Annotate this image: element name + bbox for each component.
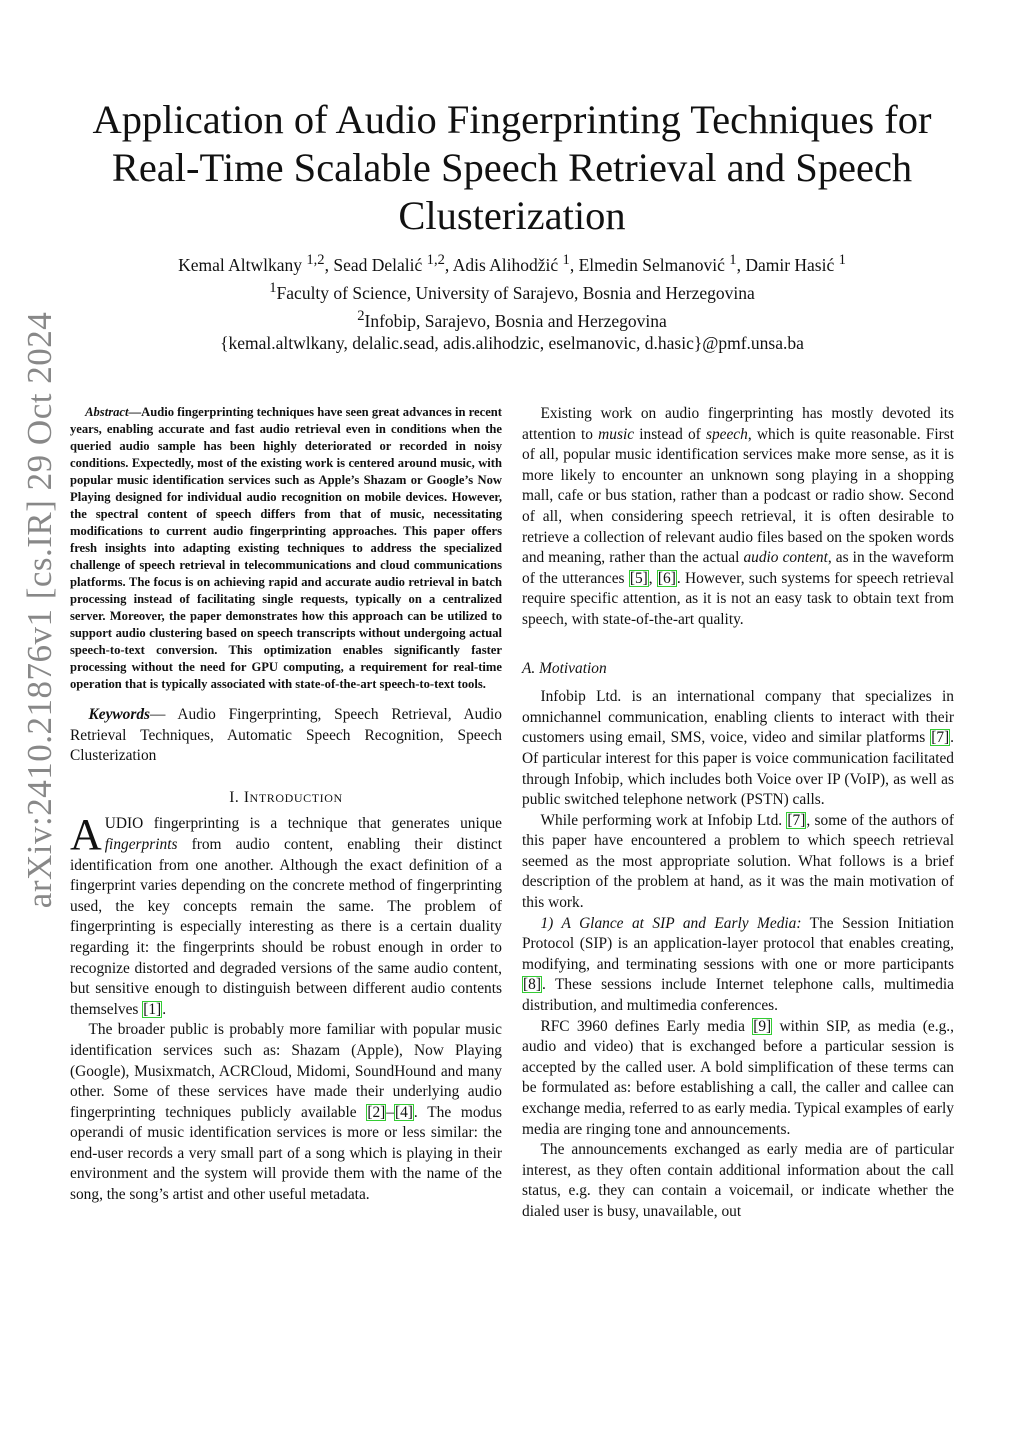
sip-paragraph: 1) A Glance at SIP and Early Media: The Session Initiation Protocol (SIP) is an application-layer protocol that enables creating, modifying, and terminating sessions with one or more participants [8]. These sessions include Internet telephone calls, multimedia distribution, and multimedia conferences. [522,914,954,1015]
title-line-2: Real-Time Scalable Speech Retrieval and Speech [111,145,913,190]
citation-link[interactable]: [4] [394,1103,413,1121]
citation-link[interactable]: [7] [931,729,950,747]
arxiv-identifier-text: arXiv:2410.21876v1 [cs.IR] 29 Oct 2024 [20,311,59,909]
citation-link[interactable]: [9] [753,1017,772,1035]
author-affiliation-sup: 1 [838,252,846,268]
motivation-paragraph-2: While performing work at Infobip Ltd. [7], some of the authors of this paper have encountered a problem to which speech retrieval seemed as the most appropriate solution. What follows is a brief description of the problem at hand, as it was the main motivation of this work. [522,811,954,912]
intro-paragraph-2: The broader public is probably more familiar with popular music identification services such as: Shazam (Apple), Now Playing (Google), Musixmatch, ACRCloud, Midomi, SoundHound and many other. Some of these services have made their underlying audio fingerprinting techniques publicly available [2]–[4]. The modus operandi of music identification services is more or less similar: the end-user records a very small part of a song which is playing in their environment and the system will provide them with the name of the song, the song’s artist and other useful metadata. [70,1021,502,1204]
author-name: Elmedin Selmanović [578,254,725,275]
title-line-1: Application of Audio Fingerprinting Techniques for [92,97,932,142]
keywords-text: — Audio Fingerprinting, Speech Retrieval, Audio Retrieval Techniques, Automatic Speech Recognition, Speech Clusterization [70,706,502,765]
abstract [70,404,502,693]
left-column [70,404,502,1206]
author-name: Damir Hasić [745,254,835,275]
author-name: Sead Delalić [333,254,423,275]
motivation-paragraph-1: Infobip Ltd. is an international company that specializes in omnichannel communication, enabling clients to interact with their customers using email, SMS, voice, video and similar platforms [7]. Of particular interest for this paper is voice communication facilitated through Infobip, which includes both Voice over IP (VoIP), as well as public switched telephone network (PSTN) calls. [522,688,954,809]
title-line-3: Clusterization [398,193,626,238]
dropcap-letter: A [70,810,102,860]
author-name: Adis Alihodžić [452,254,559,275]
early-media-paragraph: RFC 3960 defines Early media [9] within SIP, as media (e.g., audio and video) that is exchanged before a particular session is accepted by the called user. A bold simplification of these terms can be formulated as: before establishing a call, the caller and callee can exchange media, referred to as early media. Typical examples of early media are ringing tone and announcements. [522,1017,954,1138]
right-column [522,404,954,1223]
citation-link[interactable]: [6] [657,569,676,587]
citation-link[interactable]: [7] [787,811,806,829]
author-affiliation-sup: 1 [562,252,570,268]
section-heading-introduction: I. INTRODUCTION [229,788,343,806]
intro-paragraph-1: AUDIO fingerprinting is a technique that generates unique fingerprints from audio content, enabling their distinct identification from one another. Although the exact definition of a fingerprint varies depending on the concrete method of fingerprinting used, the key concepts remain the same. The problem of fingerprinting is especially interesting as there is a certain duality regarding it: the fingerprints should be robust enough in order to recognize distorted and degraded versions of the same audio content, but sensitive enough to distinguish between different audio contents themselves [1]. [70,810,502,1018]
subsubsection-heading-sip: 1) A Glance at SIP and Early Media: [540,914,802,932]
author-list: Kemal Altwlkany $^{1,2}$, Sead Delalić $^{1,2}$, Adis Alihodžić $^1$, Elmedin Selmanović $^1$, Damir Hasić $^1$ [178,252,846,275]
arxiv-identifier [14,150,66,1070]
affiliation-2: $^2$Infobip, Sarajevo, Bosnia and Herzegovina [357,307,667,331]
announcements-paragraph: The announcements exchanged as early media are of particular interest, as they often contain additional information about the call status, e.g. they can contain a voicemail, or indicate whether the dialed user is busy, unavailable, out [522,1141,954,1220]
citation-link[interactable]: [2] [367,1103,386,1121]
author-block [60,249,964,355]
keywords [70,705,502,767]
author-emails: {kemal.altwlkany, delalic.sead, adis.alihodzic, eselmanovic, d.hasic}@pmf.unsa.ba [220,333,804,354]
author-affiliation-sup: 1,2 [306,252,325,268]
keywords-label: Keywords [88,706,151,723]
affiliation-1: $^1$Faculty of Science, University of Sarajevo, Bosnia and Herzegovina [269,279,755,303]
abstract-text: —Audio fingerprinting techniques have seen great advances in recent years, enabling accurate and fast audio retrieval even in conditions when the queried audio sample has been highly deteriorated or recorded in noisy conditions. Expectedly, most of the existing work is centered around music, with popular music identification services such as Apple’s Shazam or Google’s Now Playing designed for individual audio recognition on mobile devices. However, the spectral content of speech differs from that of music, necessitating modifications to current audio fingerprinting approaches. This paper offers fresh insights into adapting existing techniques to address the specialized challenge of speech retrieval in telecommunications and cloud communications platforms. The focus is on achieving rapid and accurate audio retrieval in batch processing instead of facilitating single requests, typically on a centralized server. Moreover, the paper demonstrates how this approach can be utilized to support audio clustering based on speech transcripts without undergoing actual speech-to-text conversion. This optimization enables significantly faster processing without the need for GPU computing, a requirement for real-time operation that is typically associated with state-of-the-art speech-to-text tools. [70,405,502,691]
citation-link[interactable]: [1] [143,1000,162,1018]
citation-link[interactable]: [8] [523,976,541,994]
subsection-heading-motivation: A. Motivation [522,659,607,677]
paper-title [60,96,964,240]
abstract-label: Abstract [85,405,129,419]
author-affiliation-sup: 1 [729,252,737,268]
author-affiliation-sup: 1,2 [426,252,445,268]
author-name: Kemal Altwlkany [178,254,302,275]
intro-paragraph-3: Existing work on audio fingerprinting has mostly devoted its attention to music instead of speech, which is quite reasonable. First of all, popular music identification services make more sense, as it is more likely to encounter an unknown song playing in a shopping mall, cafe or bus station, rather than a podcast or radio show. Second of all, when considering speech retrieval, it is often desirable to retrieve a collection of relevant audio files based on the spoken words and meaning, rather than the actual audio content, as in the waveform of the utterances [5], [6]. However, such systems for speech retrieval require specific attention, as it is not an easy task to obtain text from speech, with state-of-the-art quality. [522,405,954,628]
citation-link[interactable]: [5] [629,569,648,587]
